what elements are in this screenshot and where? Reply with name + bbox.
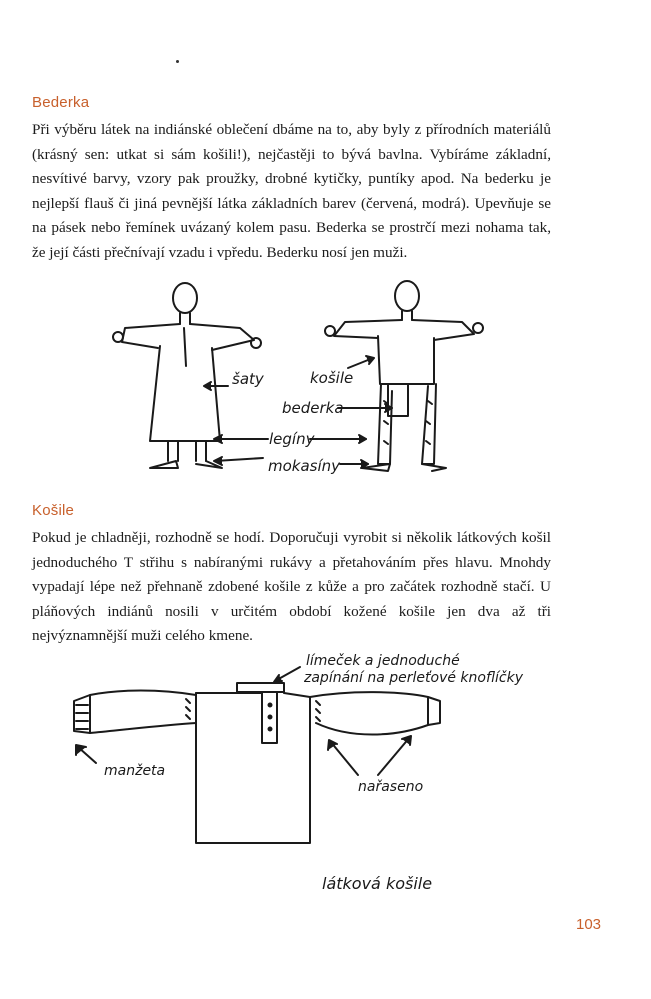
figure-clothing-overview xyxy=(0,276,651,481)
label-naraseno: nařaseno xyxy=(358,779,424,795)
figure-shirt xyxy=(0,645,651,900)
section-heading-kosile: Košile xyxy=(32,502,75,519)
label-leginy: legíny xyxy=(269,430,315,448)
print-speck xyxy=(176,60,179,63)
clothing-drawing xyxy=(0,276,651,481)
page-number: 103 xyxy=(576,916,602,933)
label-limecek-line1: límeček a jednoduché xyxy=(306,653,460,669)
section-heading-bederka: Bederka xyxy=(32,94,90,111)
label-mokasiny: mokasíny xyxy=(268,457,341,475)
label-saty: šaty xyxy=(232,370,264,388)
paragraph-bederka: Při výběru látek na indiánské oblečení dbáme na to, aby byly z přírodních materiálů (krásný sen: utkat si sám košili!), nejčastěji to bývá bavlna. Vybíráme základní, nesvítivé barvy, vzory pak proužky, drobné kytičky, puntíky apod. Na bederku je nejlepší flauš či jiná pevnější látka základních barev (červená, modrá). Upevňuje se na pásek nebo řemínek uvázaný kolem pasu. Bederka se prostrčí mezi nohama tak, že její části přečnívají vzadu i vpředu. Bederku nosí jen muži. xyxy=(32,121,551,261)
paragraph-kosile: Pokud je chladněji, rozhodně se hodí. Doporučuji vyrobit si několik látkových košil jednoduchého T střihu s nabíranými rukávy a přetahováním přes hlavu. Mnohdy vypadají lépe než přehnaně zdobené košile z kůže a pro začátek rozhodně stačí. U pláňových indiánů nosili v určitém období kožené košile jen dva až tři nejvýznamnější muži celého kmene. xyxy=(32,529,551,645)
collar xyxy=(237,683,284,692)
label-manzeta: manžeta xyxy=(104,763,166,779)
label-bederka: bederka xyxy=(282,399,344,417)
shirt-drawing xyxy=(0,645,651,900)
figure-caption: látková košile xyxy=(322,874,433,893)
label-kosile: košile xyxy=(310,369,354,387)
label-limecek-line2: zapínání na perleťové knoflíčky xyxy=(304,670,524,686)
